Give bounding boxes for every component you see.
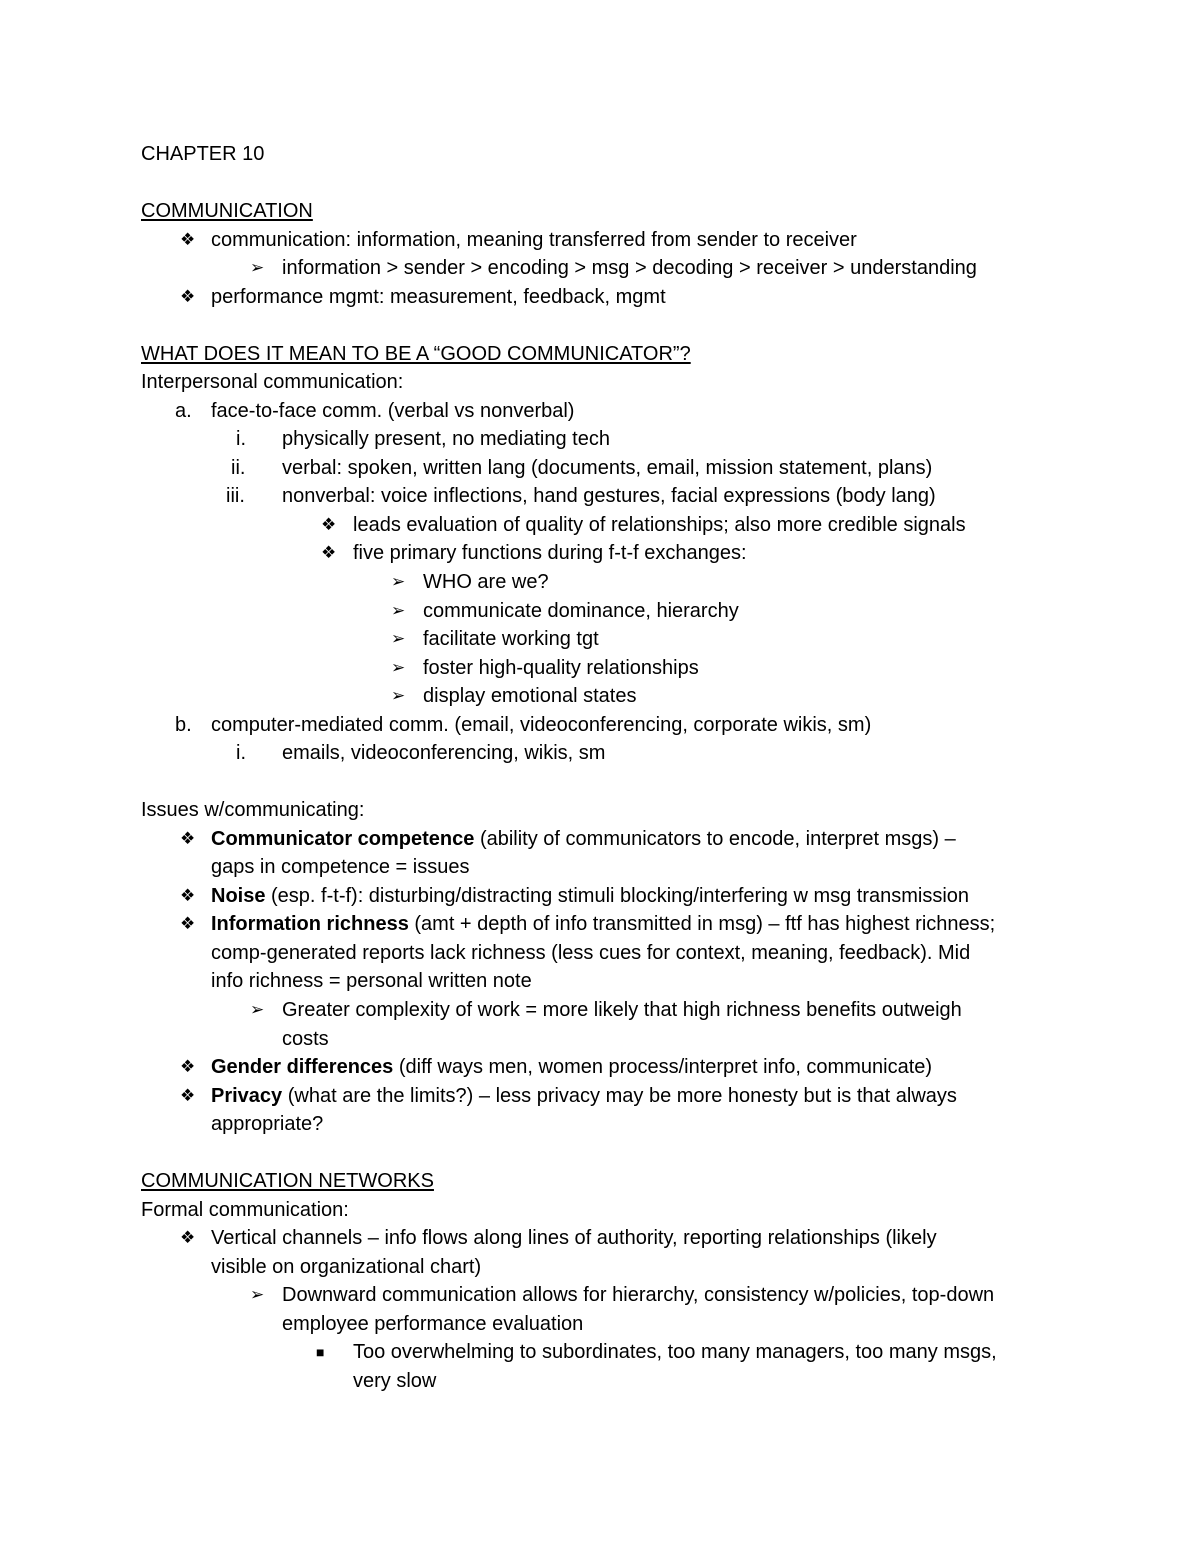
term: Information richness <box>211 913 409 935</box>
arrow-bullet-icon: ➢ <box>250 1000 265 1019</box>
diamond-bullet-icon: ❖ <box>180 230 196 249</box>
diamond-bullet-icon: ❖ <box>180 1228 196 1247</box>
arrow-bullet-icon: ➢ <box>391 601 406 620</box>
diamond-bullet-icon: ❖ <box>180 1057 196 1076</box>
diamond-bullet-icon: ❖ <box>321 515 337 534</box>
term: Gender differences <box>211 1056 394 1078</box>
diamond-bullet-icon: ❖ <box>180 886 196 905</box>
arrow-bullet-icon: ➢ <box>391 572 406 591</box>
arrow-bullet-icon: ➢ <box>391 629 406 648</box>
arrow-bullet-icon: ➢ <box>391 686 406 705</box>
arrow-bullet-icon: ➢ <box>250 1285 265 1304</box>
diamond-bullet-icon: ❖ <box>180 914 196 933</box>
diamond-bullet-icon: ❖ <box>321 543 337 562</box>
term: Noise <box>211 885 266 907</box>
document-page: CHAPTER 10 COMMUNICATION ❖ communication: information, meaning transferred from sender to receiver ➢ information > sender > encoding > msg > decoding > receiver > understanding ❖ performance mgmt: measurement, feedback, mgmt WHAT DOES IT MEAN TO BE A “GOOD COMMUNICATOR”? Interpersonal communication: a. face-to-face comm. (verbal vs nonverbal) i. physically present, no mediating tech ii. verbal: spoken, written lang (documents, email, mission statement, plans) iii. nonverbal: voice inflections, hand gestures, facial expressions (body lang) ❖ leads evaluation of quality of relationships; also more credible signals ❖ five primary functions during f-t-f exchanges: ➢ WHO are we? ➢ communicate dominance, hierarchy ➢ facilitate working tgt ➢ foster high-quality relationships ➢ display emotional states b. computer-mediated comm. (email, videoconferencing, corporate wikis, sm) i. emails, videoconferencing, wikis, sm Issues w/communicating: ❖ Communicator competence (ability of communicators to encode, interpret msgs) – gaps in competence = issues ❖ Noise (esp. f-t-f): disturbing/distracting stimuli blocking/interfering w msg transmission ❖ Information richness (amt + depth of info transmitted in msg) – ftf has highest richness; comp-generated reports lack richness (less cues for context, meaning, feedback). Mid info richness = personal written note ➢ Greater complexity of work = more likely that high richness benefits outweigh costs ❖ Gender differences (diff ways men, women process/interpret info, communicate) ❖ Privacy (what are the limits?) – less privacy may be more honesty but is that always appropriate? COMMUNICATION NETWORKS Formal communication: ❖ Vertical channels – info flows along lines of authority, reporting relationships (likely visible on organizational chart) ➢ Downward communication allows for hierarchy, consistency w/policies, top-down employee performance evaluation ■ Too overwhelming to subordinates, too many managers, too many msgs, very slow <box>141 143 997 1392</box>
term: Communicator competence <box>211 828 475 850</box>
arrow-bullet-icon: ➢ <box>391 658 406 677</box>
arrow-bullet-icon: ➢ <box>250 258 265 277</box>
diamond-bullet-icon: ❖ <box>180 1086 196 1105</box>
term: Privacy <box>211 1085 283 1107</box>
diamond-bullet-icon: ❖ <box>180 829 196 848</box>
diamond-bullet-icon: ❖ <box>180 287 196 306</box>
square-bullet-icon: ■ <box>316 1344 325 1360</box>
